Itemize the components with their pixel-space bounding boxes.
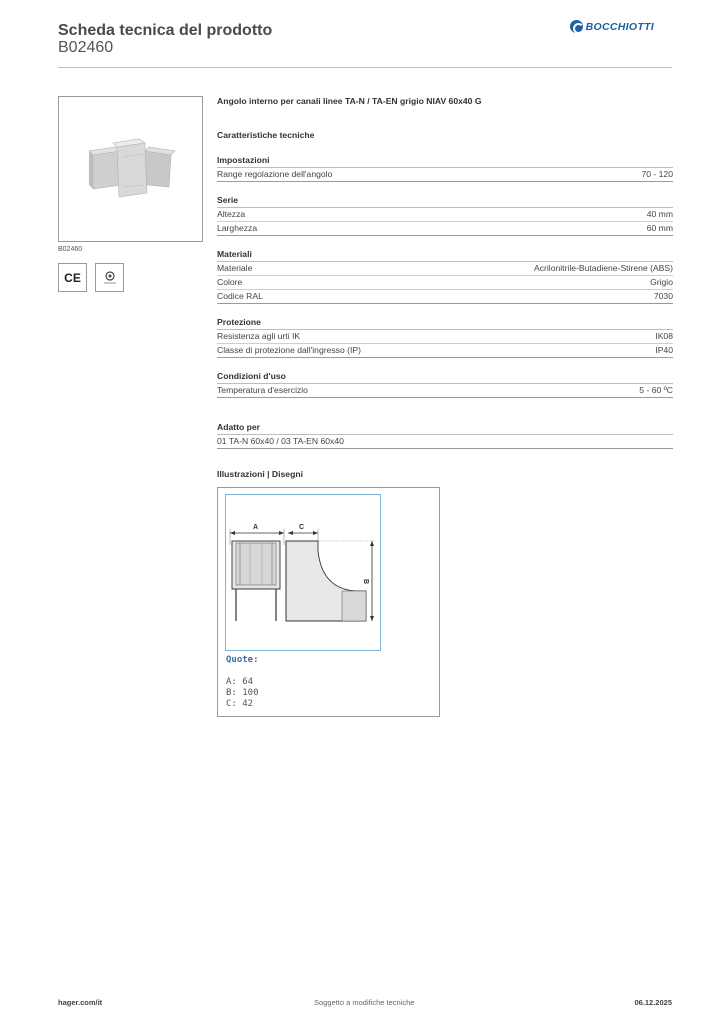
spec-row	[217, 208, 673, 222]
brand-logo-icon	[570, 20, 583, 33]
product-image	[58, 96, 203, 242]
spec-label: Larghezza	[217, 223, 258, 233]
spec-row	[217, 330, 673, 344]
spec-row	[217, 384, 673, 398]
spec-value: 60 mm	[646, 223, 673, 233]
section-title: Materiali	[217, 249, 673, 262]
footer-date: 06.12.2025	[634, 998, 672, 1007]
section-title: Impostazioni	[217, 155, 673, 168]
quote-c: C: 42	[226, 699, 254, 709]
spec-value: IP40	[655, 345, 673, 355]
spec-section-protezione	[217, 317, 673, 358]
spec-value: 5 - 60 ºC	[639, 385, 673, 395]
dimension-c-label: C	[299, 524, 305, 531]
spec-section-materiali	[217, 249, 673, 304]
compatibility-value: 01 TA-N 60x40 / 03 TA-EN 60x40	[217, 435, 673, 449]
spec-section-serie	[217, 195, 673, 236]
spec-section-impostazioni	[217, 155, 673, 182]
illustrations-title: Illustrazioni | Disegni	[217, 469, 303, 479]
spec-label: Range regolazione dell'angolo	[217, 169, 333, 179]
dimension-a-label: A	[253, 524, 259, 531]
dimension-drawing	[226, 495, 380, 650]
tech-characteristics-title: Caratteristiche tecniche	[217, 130, 315, 140]
spec-value: IK08	[655, 331, 673, 341]
brand-name: BOCCHIOTTI	[585, 20, 654, 33]
footer-website[interactable]: hager.com/it	[58, 998, 103, 1007]
spec-row	[217, 168, 673, 182]
spec-value: 7030	[653, 291, 673, 301]
document-code: B02460	[58, 39, 114, 56]
page-header	[58, 20, 672, 68]
dimension-b-label: B	[362, 579, 369, 585]
spec-label: Colore	[217, 277, 243, 287]
document-title: Scheda tecnica del prodotto	[58, 22, 273, 39]
inner-corner-icon	[59, 97, 202, 241]
quote-a: A: 64	[226, 677, 254, 687]
section-title: Serie	[217, 195, 673, 208]
spec-section-condizioni	[217, 371, 673, 398]
spec-row	[217, 262, 673, 276]
section-title: Condizioni d'uso	[217, 371, 673, 384]
spec-value: 70 - 120	[641, 169, 673, 179]
section-title: Adatto per	[217, 422, 673, 435]
brand-logo	[570, 20, 654, 33]
drawing-frame	[225, 494, 381, 651]
spec-value: Grigio	[650, 277, 673, 287]
quote-b: B: 100	[226, 688, 259, 698]
certification-row	[58, 263, 203, 292]
compatibility-section	[217, 422, 673, 449]
ce-mark: CE	[58, 263, 87, 292]
spec-label: Altezza	[217, 209, 246, 219]
quotes-title: Quote:	[226, 655, 259, 665]
spec-label: Materiale	[217, 263, 253, 273]
spec-row	[217, 344, 673, 358]
product-code-caption: B02460	[58, 246, 83, 253]
footer-note: Soggetto a modifiche tecniche	[314, 998, 415, 1007]
product-description: Angolo interno per canali linee TA-N / TA-EN grigio NIAV 60x40 G	[217, 96, 482, 106]
spec-label: Resistenza agli urti IK	[217, 331, 301, 341]
spec-value: Acrilonitrile-Butadiene-Stirene (ABS)	[534, 263, 673, 273]
product-image-column	[58, 96, 203, 292]
quality-mark-icon	[95, 263, 124, 292]
specifications-column	[217, 96, 673, 481]
technical-drawing	[217, 487, 440, 717]
spec-label: Temperatura d'esercizio	[217, 385, 308, 395]
section-title: Protezione	[217, 317, 673, 330]
spec-label: Codice RAL	[217, 291, 263, 301]
spec-label: Classe di protezione dall'ingresso (IP)	[217, 345, 361, 355]
spec-row	[217, 276, 673, 290]
spec-row	[217, 222, 673, 236]
spec-value: 40 mm	[646, 209, 673, 219]
spec-row	[217, 290, 673, 304]
